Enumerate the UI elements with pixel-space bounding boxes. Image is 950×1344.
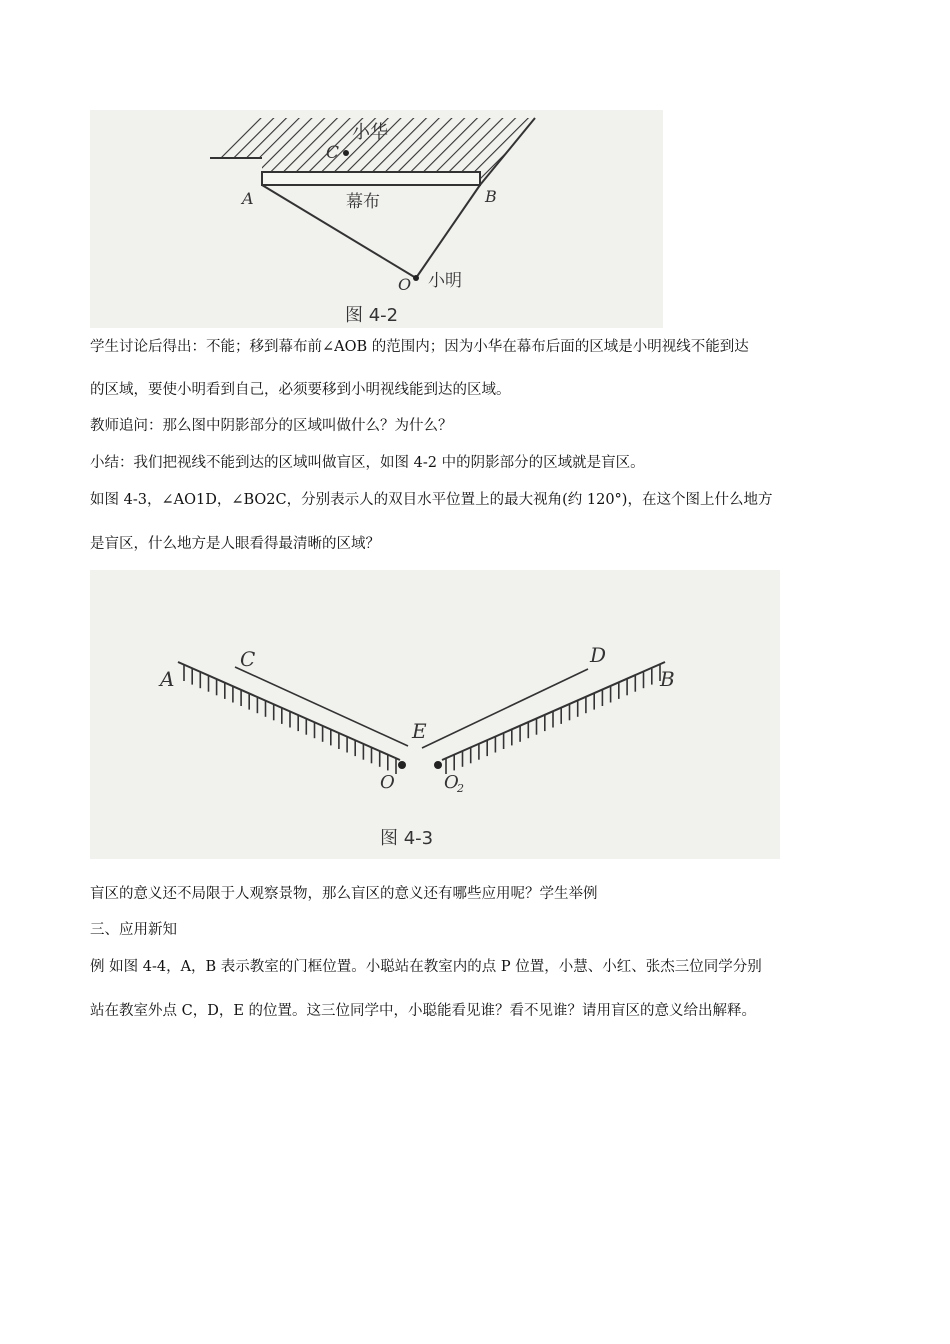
figure-4-3 xyxy=(90,570,780,859)
eye-o2 xyxy=(434,761,442,769)
label-e: E xyxy=(412,719,427,743)
point-o xyxy=(413,275,419,281)
point-c xyxy=(343,150,349,156)
paragraph-teacher-question: 教师追问：那么图中阴影部分的区域叫做什么？为什么？ xyxy=(90,418,453,434)
paragraph-example-line2: 站在教室外点 C，D，E 的位置。这三位同学中，小聪能看见谁？看不见谁？请用盲区的意义给出解释。 xyxy=(90,1003,757,1019)
paragraph-fig43-line1: 如图 4-3，∠AO1D，∠BO2C，分别表示人的双目水平位置上的最大视角(约 120°)，在这个图上什么地方 xyxy=(90,492,773,508)
figure-4-3-diagram xyxy=(90,570,780,859)
paragraph-blind-zone-applications: 盲区的意义还不局限于人观察景物，那么盲区的意义还有哪些应用呢？学生举例 xyxy=(90,886,598,902)
sight-line-oa xyxy=(262,185,416,278)
line-o2-b xyxy=(442,662,665,760)
sight-line-ob xyxy=(416,185,480,278)
sight-line-e-d xyxy=(422,669,588,748)
label-a: A xyxy=(242,189,254,208)
sight-line-c-e xyxy=(235,667,408,746)
eye-o1 xyxy=(398,761,406,769)
label-o: O xyxy=(398,275,412,294)
hatch-right xyxy=(446,665,660,774)
line-a-o1 xyxy=(178,662,400,760)
label-xiaohua: 小华 xyxy=(352,122,388,143)
label-c: C xyxy=(326,143,340,163)
screen-rect xyxy=(262,172,480,185)
paragraph-discussion-line1: 学生讨论后得出：不能；移到幕布前∠AOB 的范围内；因为小华在幕布后面的区域是小明视线不能到达 xyxy=(90,339,749,355)
figure-4-2 xyxy=(90,110,663,328)
label-d: D xyxy=(590,643,607,667)
paragraph-example-line1: 例 如图 4-4，A，B 表示教室的门框位置。小聪站在教室内的点 P 位置，小慧、小红、张杰三位同学分别 xyxy=(90,959,762,975)
figure-4-2-diagram xyxy=(90,110,663,328)
label-screen: 幕布 xyxy=(346,192,380,212)
paragraph-summary: 小结：我们把视线不能到达的区域叫做盲区，如图 4-2 中的阴影部分的区域就是盲区。 xyxy=(90,455,645,471)
paragraph-discussion-line2: 的区域，要使小明看到自己，必须要移到小明视线能到达的区域。 xyxy=(90,382,511,398)
label-a: A xyxy=(160,667,175,691)
section-heading-apply: 三、应用新知 xyxy=(90,922,177,938)
label-xiaoming: 小明 xyxy=(428,271,462,291)
paragraph-fig43-line2: 是盲区，什么地方是人眼看得最清晰的区域？ xyxy=(90,536,380,552)
label-c: C xyxy=(240,647,256,671)
figure-caption: 图 4-2 xyxy=(345,305,399,326)
label-o2-subscript: 2 xyxy=(457,782,464,795)
figure-caption: 图 4-3 xyxy=(380,828,434,849)
label-b: B xyxy=(485,187,497,206)
label-o1: O xyxy=(380,772,395,793)
hatch-left xyxy=(184,665,396,774)
label-o2: O xyxy=(444,772,459,793)
label-b: B xyxy=(660,667,675,691)
